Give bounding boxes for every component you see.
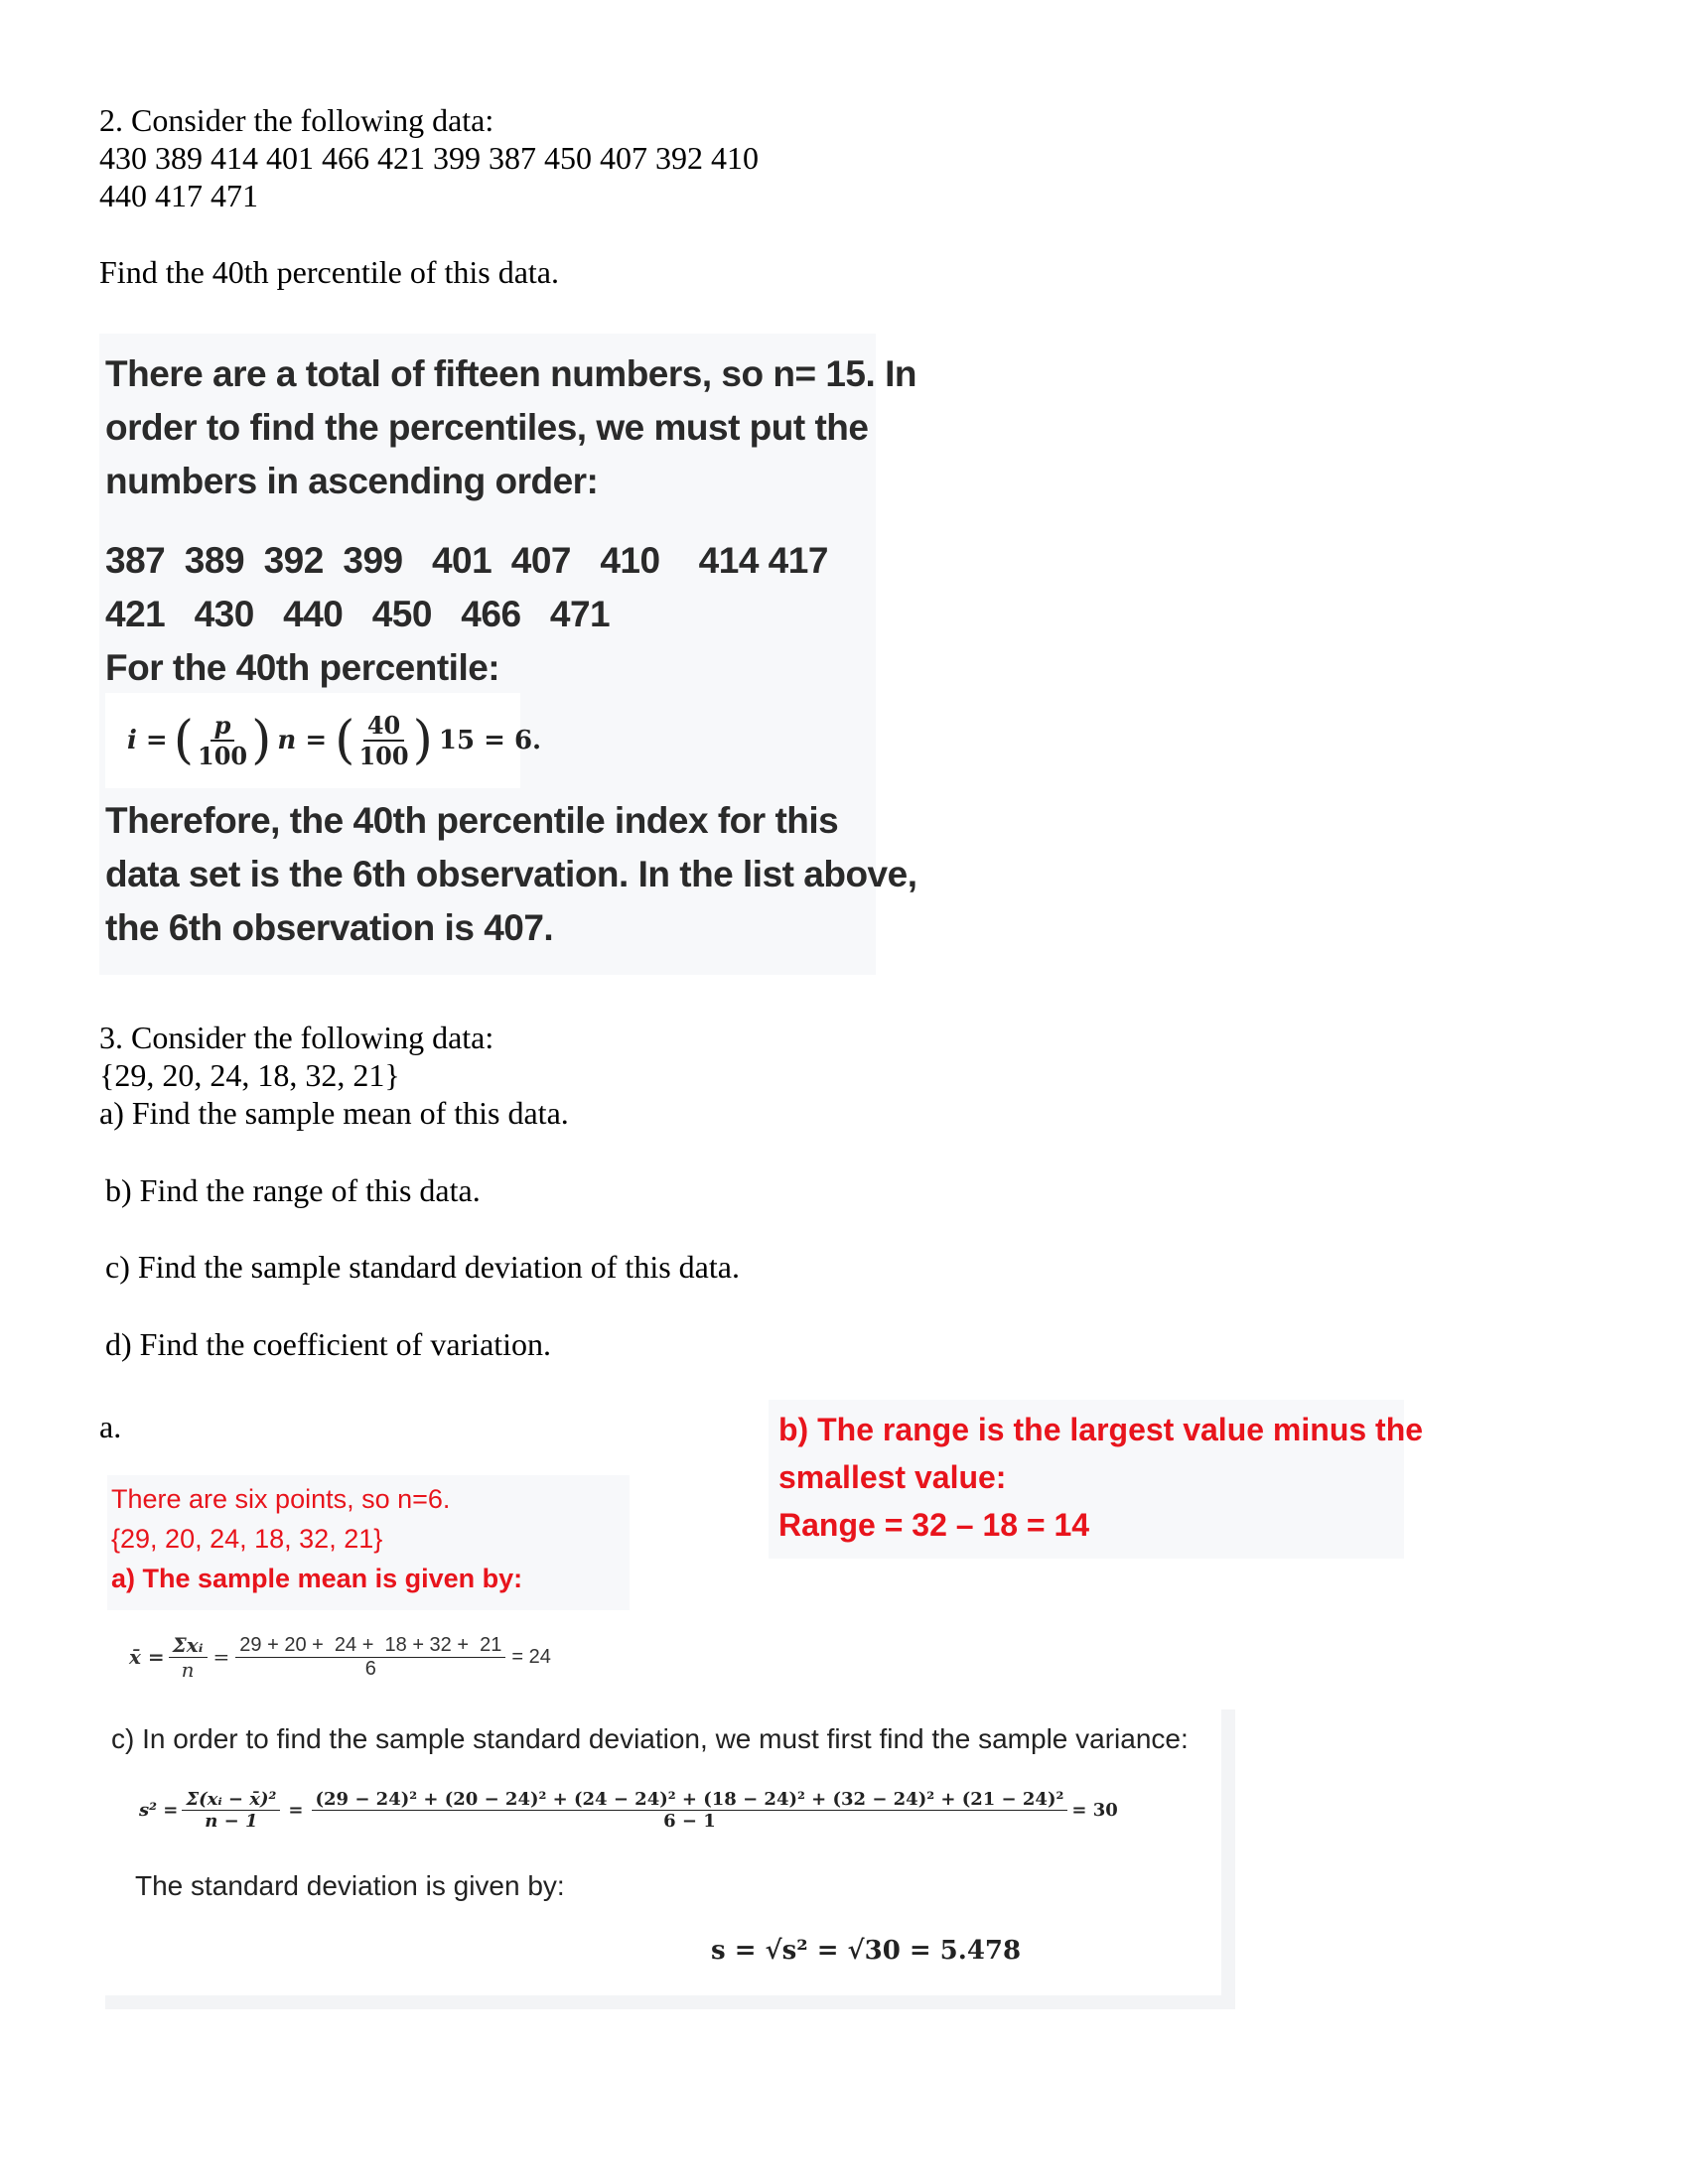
- q2-intro-line-1: There are a total of fifteen numbers, so n= 15. In: [105, 353, 916, 394]
- range-solution-panel: [769, 1400, 1424, 1559]
- mean-xbar: x̄ =: [129, 1645, 165, 1669]
- variance-solution-panel: [105, 1709, 1235, 2009]
- q2-intro-line-3: numbers in ascending order:: [105, 461, 599, 501]
- q2-title: 2. Consider the following data:: [99, 102, 494, 138]
- formula-100-b: 100: [358, 742, 409, 770]
- q2-solution-panel: [99, 334, 917, 975]
- percentile-formula: i = ( $\frac{p}{100}$ ) n = ( $\frac{40}{100}$ ) 15 = 6.: [105, 693, 520, 788]
- sorted-data-line-1: 387 389 392 399 401 407 410 414 417: [105, 540, 828, 581]
- variance-num-2: (29 − 24)² + (20 − 24)² + (24 − 24)² + (18 − 24)² + (32 − 24)² + (21 − 24)²: [312, 1789, 1068, 1811]
- mean-sum-den: n: [181, 1657, 195, 1682]
- range-line-2: smallest value:: [778, 1459, 1007, 1495]
- variance-lhs: s² =: [139, 1799, 179, 1821]
- variance-eq: =: [288, 1799, 304, 1821]
- q2-conclusion-line-2: data set is the 6th observation. In the list above,: [105, 854, 917, 894]
- q3-title: 3. Consider the following data:: [99, 1020, 494, 1055]
- mean-solution-panel: [107, 1475, 630, 1610]
- formula-p: p: [211, 711, 235, 742]
- formula-result: 15 = 6.: [438, 726, 542, 755]
- q2-conclusion-line-1: Therefore, the 40th percentile index for this: [105, 800, 839, 841]
- q2-prompt: Find the 40th percentile of this data.: [99, 254, 559, 290]
- formula-i: i =: [127, 726, 168, 755]
- q3-data: {29, 20, 24, 18, 32, 21}: [99, 1057, 400, 1093]
- sd-label: The standard deviation is given by:: [135, 1870, 565, 1901]
- mean-numerator: 29 + 20 + 24 + 18 + 32 + 21: [235, 1634, 505, 1658]
- q2-conclusion-line-3: the 6th observation is 407.: [105, 907, 554, 948]
- formula-n-eq: n =: [277, 726, 328, 755]
- q3-part-c: c) Find the sample standard deviation of this data.: [105, 1249, 740, 1285]
- mean-sum-num: Σxᵢ: [169, 1633, 208, 1658]
- variance-formula: [139, 1775, 1118, 1844]
- sorted-data-line-2: 421 430 440 450 466 471: [105, 594, 611, 634]
- range-line-3: Range = 32 – 18 = 14: [778, 1507, 1090, 1543]
- formula-40: 40: [363, 711, 404, 742]
- mean-line-2: {29, 20, 24, 18, 32, 21}: [111, 1524, 383, 1554]
- q3-part-a: a) Find the sample mean of this data.: [99, 1095, 569, 1131]
- variance-result: = 30: [1071, 1799, 1118, 1821]
- q3-part-d: d) Find the coefficient of variation.: [105, 1326, 552, 1362]
- mean-line-3: a) The sample mean is given by:: [111, 1564, 523, 1593]
- variance-num-1: Σ(xᵢ − x̄)²: [182, 1789, 280, 1811]
- percentile-label: For the 40th percentile:: [105, 647, 500, 688]
- q2-intro-line-2: order to find the percentiles, we must put the: [105, 407, 869, 448]
- mean-eq: =: [212, 1645, 230, 1669]
- q3-solution-a-label: a.: [99, 1409, 122, 1444]
- mean-formula: [129, 1624, 551, 1690]
- formula-100-a: 100: [198, 742, 248, 770]
- variance-den-2: 6 − 1: [663, 1810, 716, 1832]
- sd-formula: s = √s² = √30 = 5.478: [711, 1936, 1022, 1966]
- range-line-1: b) The range is the largest value minus the: [778, 1412, 1424, 1447]
- mean-line-1: There are six points, so n=6.: [111, 1484, 451, 1514]
- variance-den-1: n − 1: [205, 1810, 258, 1832]
- q2-data-line-2: 440 417 471: [99, 178, 258, 213]
- variance-intro: c) In order to find the sample standard deviation, we must first find the sample variance:: [111, 1723, 1189, 1754]
- q3-part-b: b) Find the range of this data.: [105, 1172, 481, 1208]
- q2-data-line-1: 430 389 414 401 466 421 399 387 450 407 392 410: [99, 140, 759, 176]
- mean-denominator: 6: [364, 1657, 376, 1680]
- mean-result: = 24: [511, 1645, 551, 1668]
